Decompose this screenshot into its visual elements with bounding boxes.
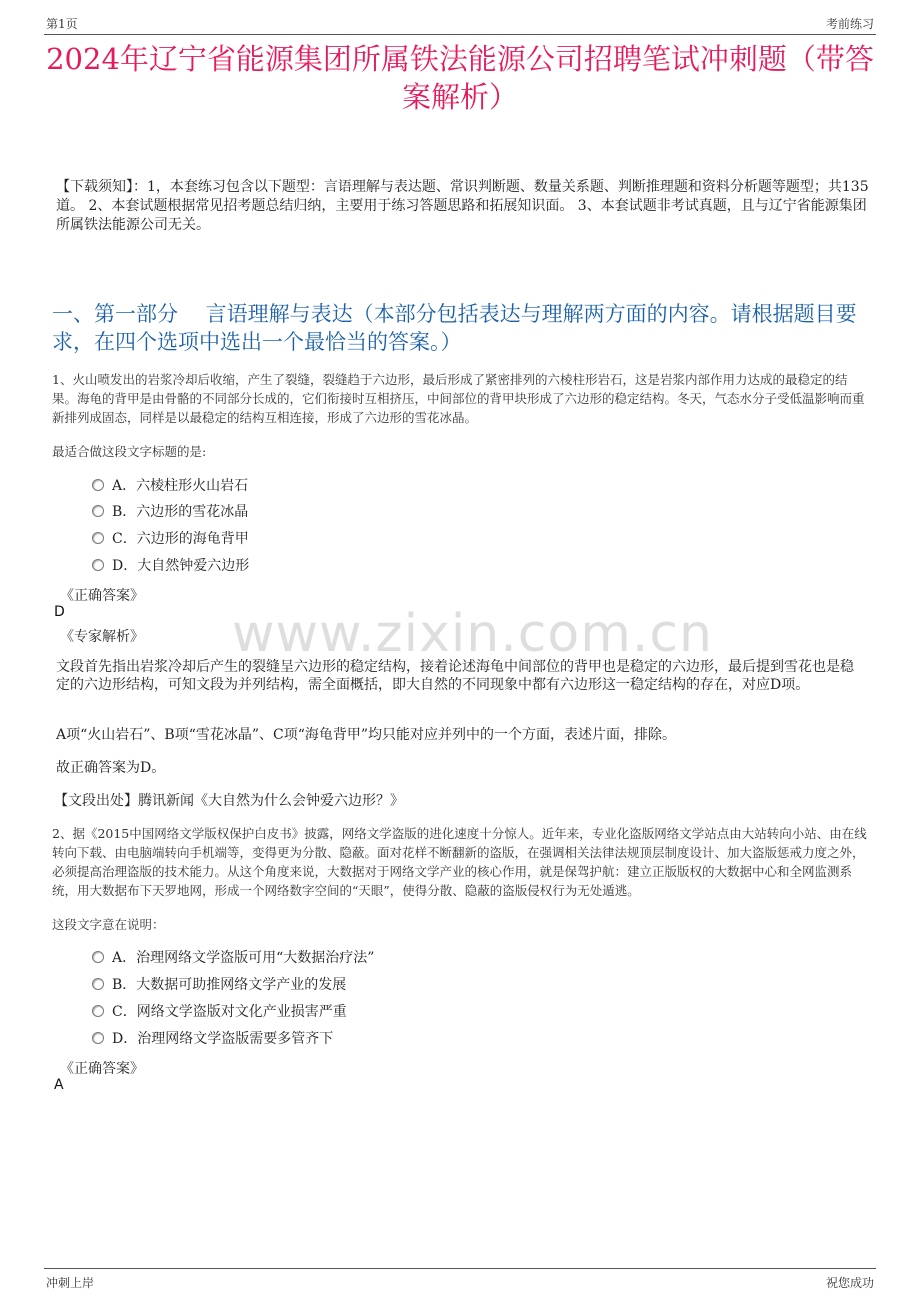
question-1-prompt: 最适合做这段文字标题的是: bbox=[52, 444, 207, 459]
option-label: B．大数据可助推网络文学产业的发展 bbox=[112, 977, 347, 993]
page-header bbox=[44, 12, 876, 35]
radio-icon[interactable] bbox=[92, 1005, 104, 1017]
radio-icon[interactable] bbox=[92, 951, 104, 963]
watermark: www.zixin.com.cn bbox=[232, 604, 713, 664]
question-1-option-d[interactable] bbox=[92, 556, 249, 576]
radio-icon[interactable] bbox=[92, 505, 104, 517]
question-2-option-c[interactable] bbox=[92, 1002, 347, 1022]
question-2-answer: A bbox=[54, 1077, 64, 1093]
question-1-analysis-label: 《专家解析》 bbox=[60, 629, 144, 645]
question-1-option-c[interactable] bbox=[92, 529, 249, 549]
document-title: 2024年辽宁省能源集团所属铁法能源公司招聘笔试冲刺题（带答案解析） bbox=[46, 42, 874, 114]
option-label: D．大自然钟爱六边形 bbox=[112, 558, 250, 574]
question-2-option-b[interactable] bbox=[92, 975, 346, 995]
footer-left-label: 冲刺上岸 bbox=[46, 1276, 95, 1290]
question-1-analysis-paragraph: 文段首先指出岩浆冷却后产生的裂缝呈六边形的稳定结构，接着论述海龟中间部位的背甲也是稳定的六边形，最后提到雪花也是稳定的六边形结构，可知文段为并列结构，需全面概括，即大自然的不同现象中都有六边形这一稳定结构的存在，对应D项。 bbox=[56, 659, 854, 693]
radio-icon[interactable] bbox=[92, 1032, 104, 1044]
radio-icon[interactable] bbox=[92, 532, 104, 544]
option-label: B．六边形的雪花冰晶 bbox=[112, 504, 249, 520]
question-2-option-d[interactable] bbox=[92, 1029, 333, 1049]
question-1-option-a[interactable] bbox=[92, 476, 248, 496]
radio-icon[interactable] bbox=[92, 479, 104, 491]
question-2-stem: 2、据《2015中国网络文学版权保护白皮书》披露，网络文学盗版的进化速度十分惊人。近年来，专业化盗版网络文学站点由大站转向小站、由在线转向下载、由电脑端转向手机端等，变得更为分散、隐蔽。面对花样不断翻新的盗版，在强调相关法律法规顶层制度设计、加大盗版惩戒力度之外，必须提高治理盗版的技术能力。从这个角度来说，大数据对于网络文学产业的核心作用，就是保驾护航：建立正版版权的大数据中心和全网监测系统，用大数据布下天罗地网，形成一个网络数字空间的“天眼”，使得分散、隐蔽的盗版侵权行为无处遁逃。 bbox=[52, 826, 867, 898]
page-footer bbox=[44, 1268, 876, 1293]
section-heading: 一、第一部分 言语理解与表达（本部分包括表达与理解两方面的内容。请根据题目要求，在四个选项中选出一个最恰当的答案。） bbox=[52, 302, 857, 354]
question-1-source: 【文段出处】腾讯新闻《大自然为什么会钟爱六边形？》 bbox=[54, 793, 404, 809]
option-label: D．治理网络文学盗版需要多管齐下 bbox=[112, 1031, 334, 1047]
footer-right-label: 祝您成功 bbox=[825, 1276, 874, 1290]
download-notice: 【下载须知】：1，本套练习包含以下题型：言语理解与表达题、常识判断题、数量关系题、判断推理题和资料分析题等题型；共135道。 2、本套试题根据常见招考题总结归纳，主要用于练习答题思路和拓展知识面。 3、本套试题非考试真题，且与辽宁省能源集团所属铁法能源公司无关。 bbox=[56, 179, 869, 233]
question-2-prompt: 这段文字意在说明： bbox=[52, 917, 165, 932]
question-1-analysis-conclusion: 故正确答案为D。 bbox=[56, 760, 166, 776]
option-label: C．网络文学盗版对文化产业损害严重 bbox=[112, 1004, 347, 1020]
option-label: C．六边形的海龟背甲 bbox=[112, 531, 249, 547]
page-number: 第1页 bbox=[46, 17, 78, 31]
question-1-answer: D bbox=[54, 604, 65, 620]
option-label: A．六棱柱形火山岩石 bbox=[112, 478, 249, 494]
header-right-label: 考前练习 bbox=[825, 17, 874, 31]
radio-icon[interactable] bbox=[92, 559, 104, 571]
option-label: A．治理网络文学盗版可用“大数据治疗法” bbox=[112, 950, 375, 966]
question-1-stem: 1、火山喷发出的岩浆冷却后收缩，产生了裂缝，裂缝趋于六边形，最后形成了紧密排列的六棱柱形岩石，这是岩浆内部作用力达成的最稳定的结果。海龟的背甲是由骨骼的不同部分长成的，它们衔接时互相挤压，中间部位的背甲块形成了六边形的稳定结构。冬天，气态水分子受低温影响而重新排列成固态，同样是以最稳定的结构互相连接，形成了六边形的雪花冰晶。 bbox=[52, 372, 865, 425]
question-1-option-b[interactable] bbox=[92, 502, 248, 522]
question-1-answer-label: 《正确答案》 bbox=[60, 588, 144, 604]
question-1-analysis-paragraph: A项“火山岩石”、B项“雪花冰晶”、C项“海龟背甲”均只能对应并列中的一个方面，表述片面，排除。 bbox=[56, 727, 677, 743]
question-2-answer-label: 《正确答案》 bbox=[60, 1061, 144, 1077]
radio-icon[interactable] bbox=[92, 978, 104, 990]
question-2-option-a[interactable] bbox=[92, 948, 374, 968]
